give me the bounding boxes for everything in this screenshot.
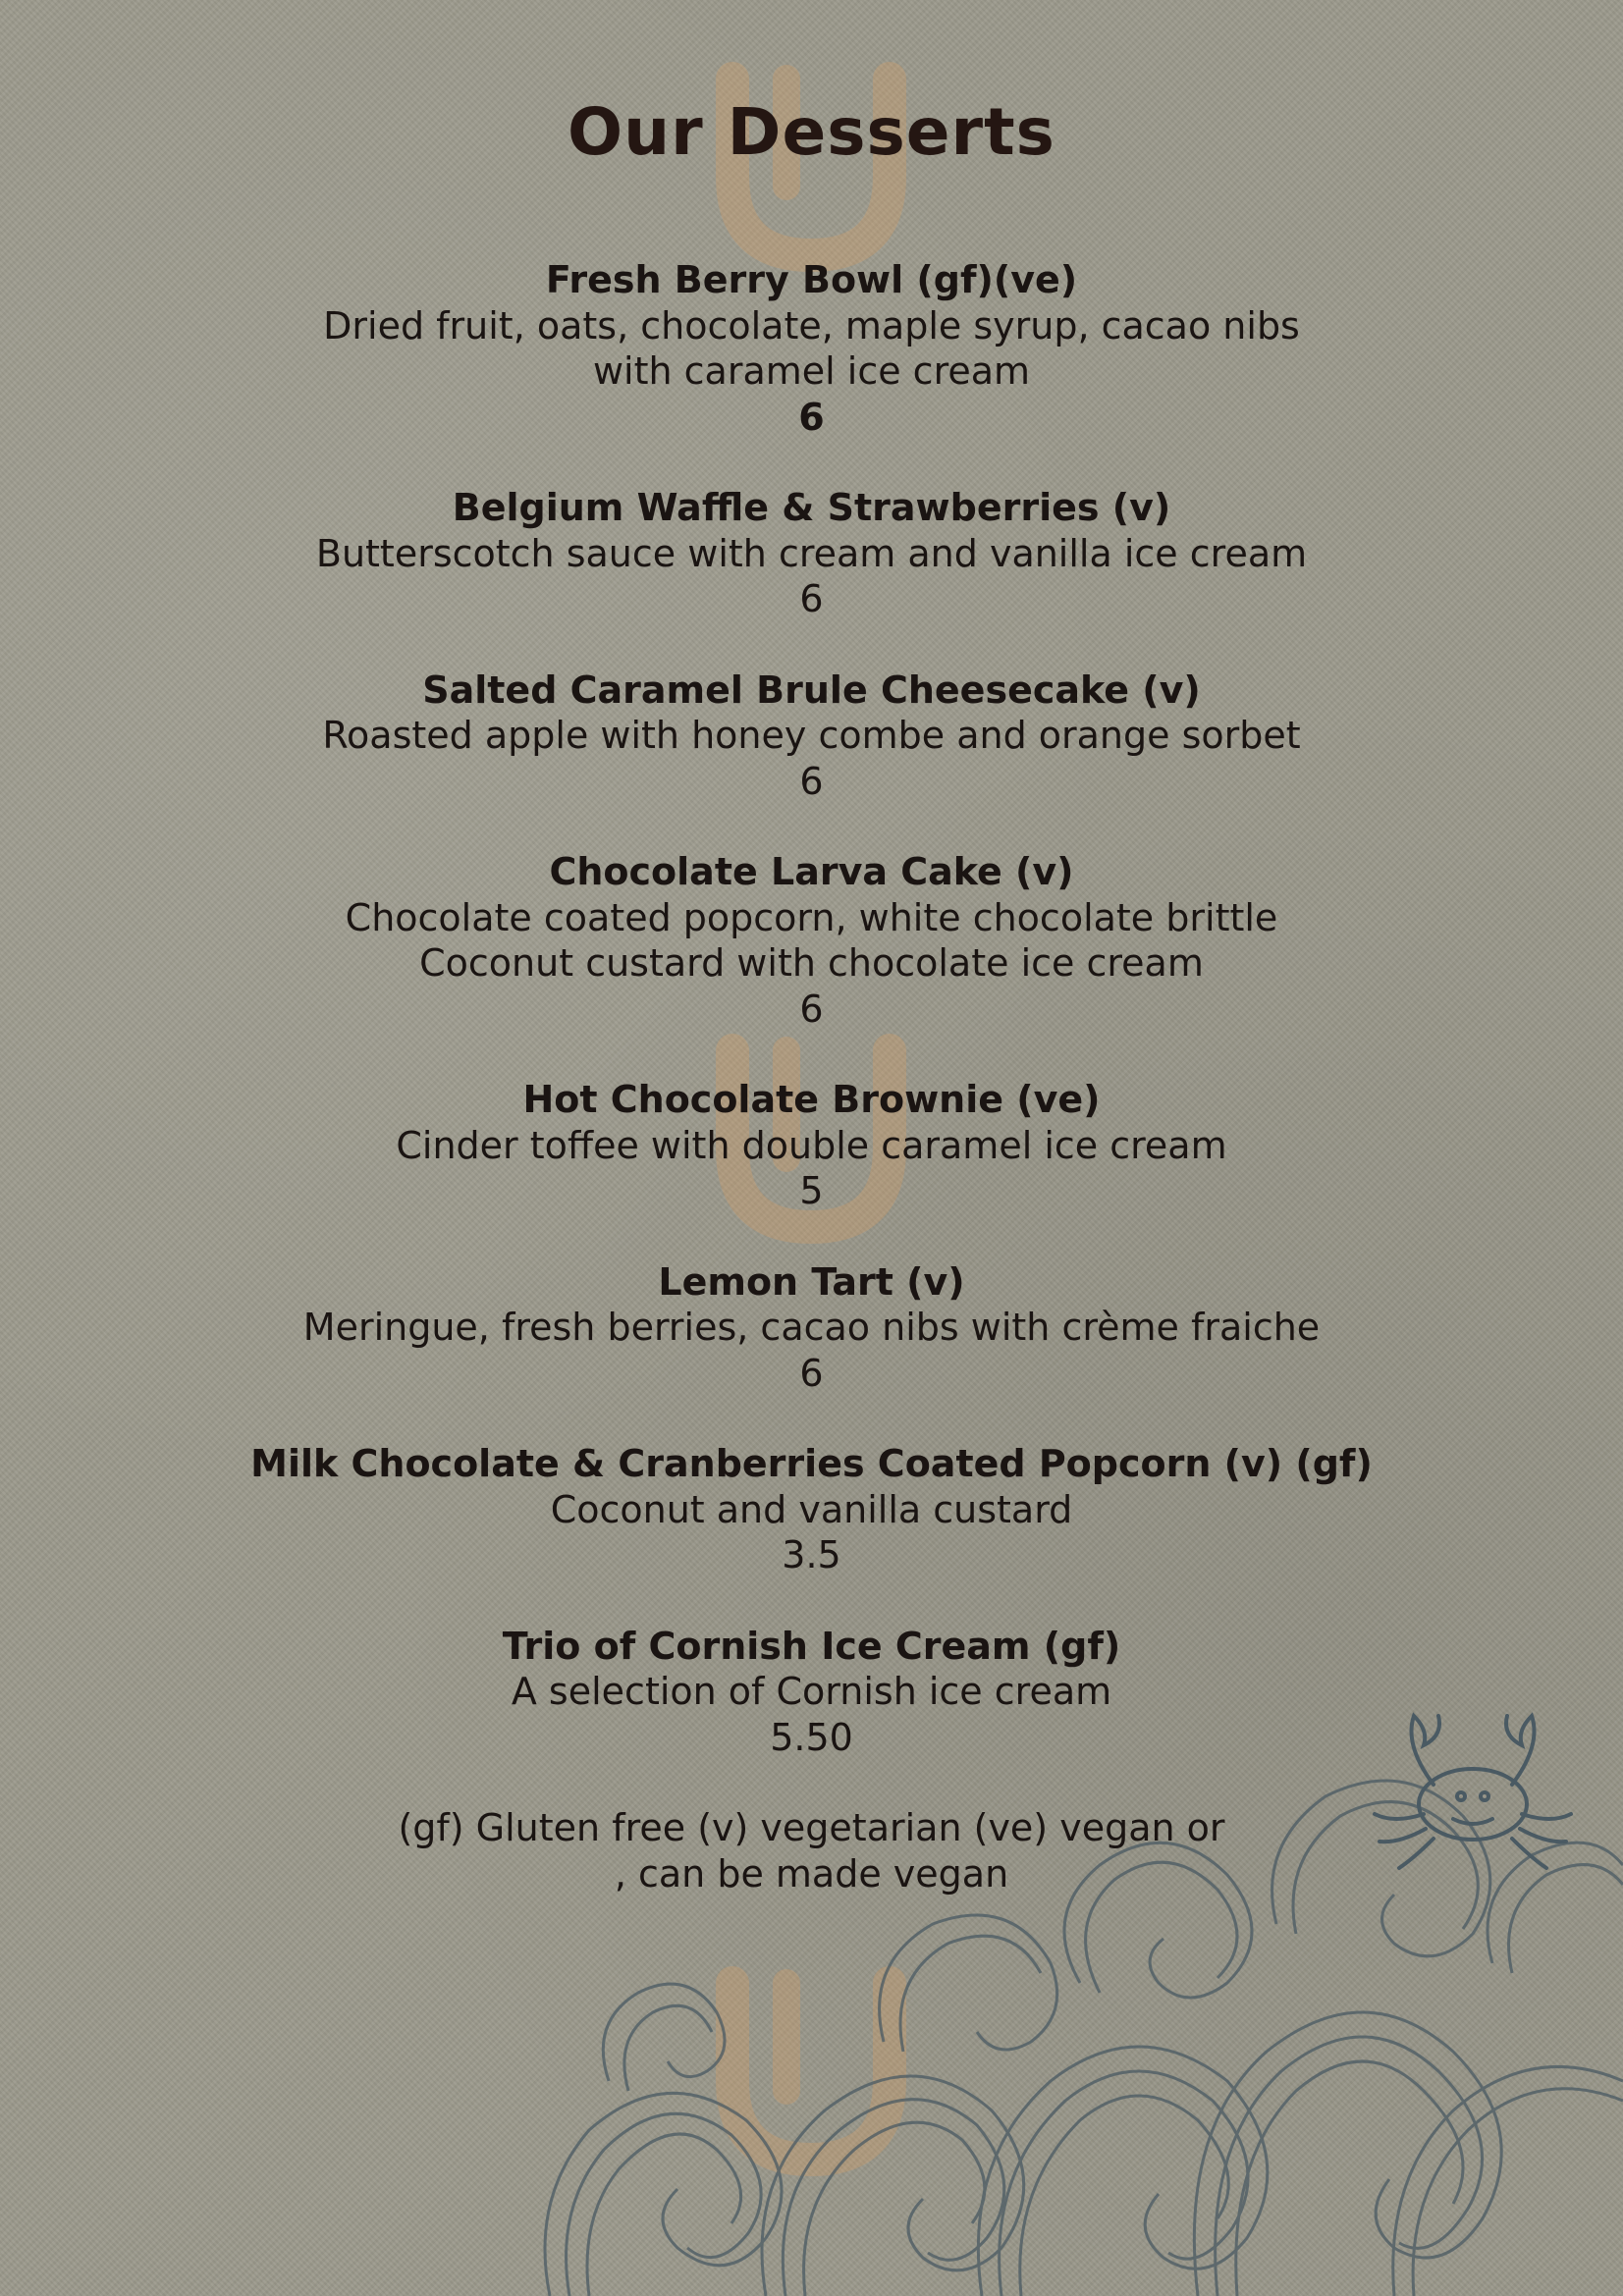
footnote-line: , can be made vegan [614,1851,1009,1896]
item-price: 6 [799,1351,824,1395]
item-price: 6 [799,577,824,620]
item-price: 6 [799,759,824,803]
item-description: A selection of Cornish ice cream [511,1670,1112,1713]
item-price: 6 [799,987,824,1031]
item-description: Dried fruit, oats, chocolate, maple syrup, cacao nibs [323,303,1300,347]
item-description: with caramel ice cream [592,349,1031,393]
item-description: Coconut and vanilla custard [550,1487,1073,1531]
item-name: Fresh Berry Bowl (gf)(ve) [545,258,1078,301]
menu-item [0,257,1623,440]
footnote-line: (gf) Gluten free (v) vegetarian (ve) vegan or [398,1806,1225,1849]
item-name: Salted Caramel Brule Cheesecake (v) [422,667,1201,712]
item-name: Lemon Tart (v) [658,1259,965,1304]
item-description: Cinder toffee with double caramel ice cream [396,1123,1227,1167]
item-description: Coconut custard with chocolate ice cream [419,941,1204,985]
item-price: 5.50 [770,1715,853,1759]
item-name: Belgium Waffle & Strawberries (v) [452,486,1171,529]
item-price: 6 [798,395,825,439]
item-description: Butterscotch sauce with cream and vanilla ice cream [315,531,1308,575]
item-description: Roasted apple with honey combe and orange sorbet [322,714,1301,757]
item-name: Hot Chocolate Brownie (ve) [522,1078,1101,1121]
page-title: Our Desserts [568,94,1055,170]
item-name: Chocolate Larva Cake (v) [549,850,1074,893]
item-name: Trio of Cornish Ice Cream (gf) [502,1624,1121,1668]
menu-item [0,849,1623,1032]
menu-item [0,1259,1623,1397]
menu-item [0,667,1623,805]
item-description: Meringue, fresh berries, cacao nibs with crème fraiche [302,1306,1321,1349]
menu-item [0,485,1623,622]
wave-pattern-icon [0,1669,1623,2296]
item-description: Chocolate coated popcorn, white chocolate brittle [345,895,1278,939]
menu-item [0,1077,1623,1214]
item-price: 3.5 [782,1533,841,1576]
dessert-list [0,257,1623,1896]
item-price: 5 [799,1169,824,1212]
item-name: Milk Chocolate & Cranberries Coated Popcorn (v) (gf) [250,1442,1373,1485]
menu-item [0,1441,1623,1578]
